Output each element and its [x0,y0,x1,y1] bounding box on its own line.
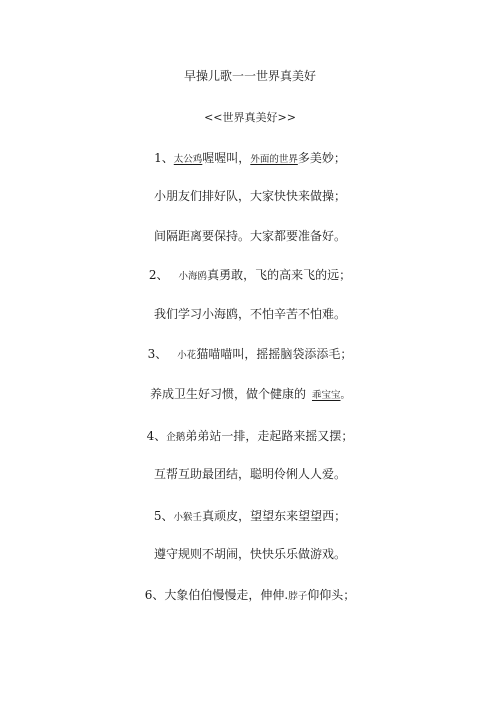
verse-2-line-2 [0,306,500,322]
verse-text: 间隔距离要保持。大家都要准备好。 [153,229,346,243]
verse-text: 小猴壬 [173,512,203,523]
verse-number: 4、 [146,429,167,443]
verse-number: 5、 [153,509,174,523]
document-title [0,68,500,84]
verse-text: 互帮互助最团结，聪明伶俐人人爱。 [153,467,346,481]
verse-text: 小花 [177,350,197,361]
verse-1-line-1 [0,150,500,168]
verse-5-line-2 [0,546,500,562]
verse-number: 2、 [148,268,169,282]
verse-text: 多美妙； [297,151,346,165]
verse-text: 脖子 [288,591,308,602]
verse-4-line-2 [0,466,500,482]
verse-text: 真勇敢，飞的高来飞的远； [207,268,352,282]
verse-text: 企鹅 [166,432,186,443]
verse-5-line-1 [0,508,500,526]
verse-2-line-1 [0,267,500,285]
verse-text-underlined: 乖宝宝 [311,390,341,401]
verse-text: 小海鸥 [178,271,208,282]
verse-text: 真顽皮，望望东来望望西； [202,509,347,523]
verse-text: 猫喵喵叫，摇摇脑袋添添毛； [196,347,353,361]
verse-text-underlined: 外面的世界 [250,154,298,165]
verse-text: 大象伯伯慢慢走，伸伸. [164,588,289,602]
verse-number: 1、 [154,151,174,165]
verse-text: 喔喔叫， [202,151,251,165]
verse-text: 我们学习小海鸥，不怕辛苦不怕难。 [153,307,346,321]
verse-1-line-2 [0,188,500,204]
verse-3-line-1 [0,346,500,364]
verse-number: 6、 [144,588,165,602]
verse-text-underlined: 太公鸡 [173,154,203,165]
verse-text: 仰仰头； [307,588,356,602]
verse-text: 遵守规则不胡闹，快快乐乐做游戏。 [153,547,346,561]
verse-text: 养成卫生好习惯，做个健康的 [149,387,306,401]
verse-4-line-1 [0,428,500,446]
verse-3-line-2 [0,386,500,404]
document-subtitle [0,110,500,126]
verse-text: 。 [340,390,351,401]
verse-text: 小朋友们排好队，大家快快来做操； [153,189,346,203]
verse-number: 3、 [147,347,168,361]
title-text: 早操儿歌一一世界真美好 [183,69,316,83]
verse-text: 弟弟站一排，走起路来摇又摆； [185,429,354,443]
verse-1-line-3 [0,228,500,244]
subtitle-text: <<世界真美好>> [204,111,296,124]
verse-6-line-1 [0,587,500,605]
